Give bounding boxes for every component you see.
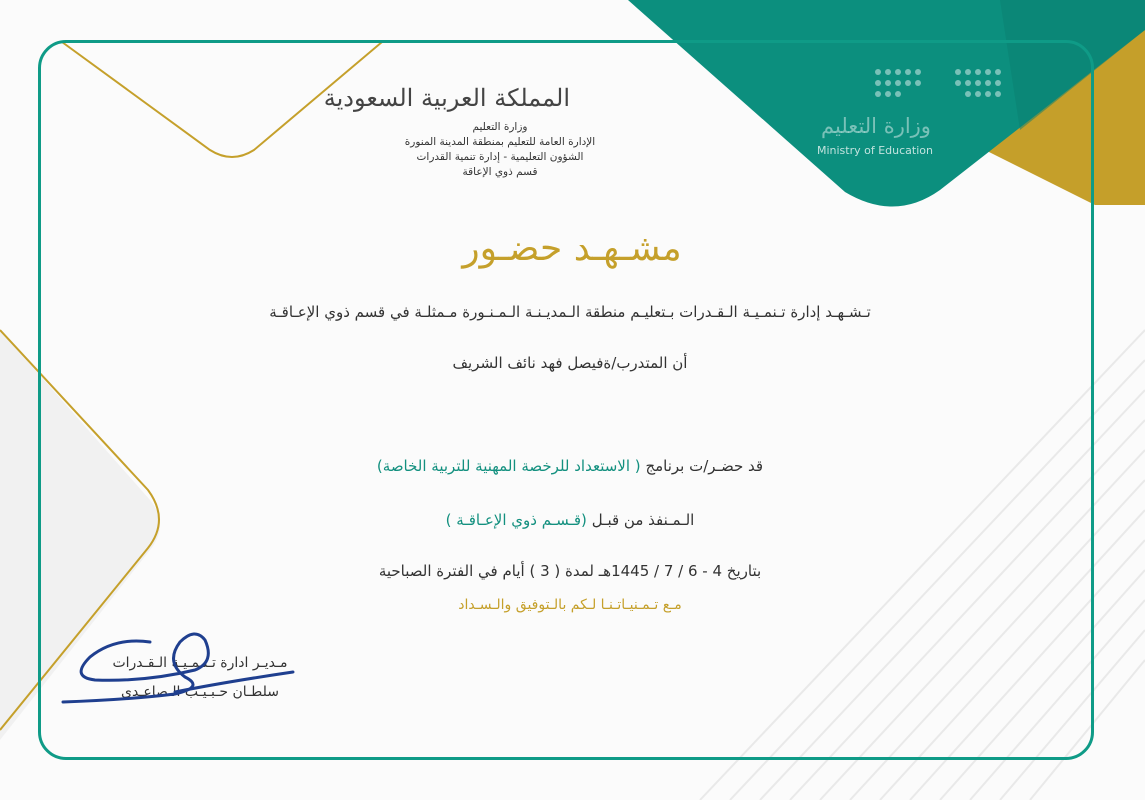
organizer-department: (قـسـم ذوي الإعـاقـة ) [445, 511, 587, 529]
ministry-line: قسم ذوي الإعاقة [462, 166, 538, 178]
ministry-line: الشؤون التعليمية - إدارة تنمية القدرات [416, 151, 584, 163]
trainee-name-line: أن المتدرب/ةفيصل فهد نائف الشريف [452, 354, 688, 372]
program-name: ( الاستعداد للرخصة المهنية للتربية الخاصة) [376, 457, 641, 475]
ministry-header [360, 120, 640, 180]
kingdom-emblem-text: المملكة العربية السعودية [323, 84, 570, 112]
date-duration-line: بتاريخ 4 - 6 / 7 / 1445هـ لمدة ( 3 ) أيام في الفترة الصباحية [378, 562, 762, 580]
signatory-title: مـديـر ادارة تـنـمـيـة الـقـدرات [112, 655, 288, 671]
ministry-line: وزارة التعليم [472, 121, 528, 133]
ministry-logo-english: Ministry of Education [816, 144, 933, 157]
certification-statement: تـشـهـد إدارة تـنمـيـة الـقـدرات بـتعليـم منطقة الـمديـنـة الـمـنـورة مـمثلـة في قسم ذوي الإعـاقـة [269, 303, 871, 321]
ministry-line: الإدارة العامة للتعليم بمنطقة المدينة المنورة [404, 136, 596, 148]
handwritten-signature [55, 622, 305, 712]
ministry-logo-arabic: وزارة التعليم [821, 114, 931, 138]
certificate-title: مشـهـد حضـور [462, 228, 682, 269]
organizer-line [400, 511, 740, 529]
program-line [320, 457, 820, 475]
organizer-prefix: الـمـنفذ من قبـل [591, 511, 695, 529]
program-prefix: قد حضـر/ت برنامج [645, 457, 764, 475]
signatory-name: سلطـان حـبـيـب الـصاعـدي [121, 684, 279, 700]
wishes-line: مـع تـمـنيـاتـنـا لـكم بالـتوفيق والـسـداد [458, 597, 682, 613]
